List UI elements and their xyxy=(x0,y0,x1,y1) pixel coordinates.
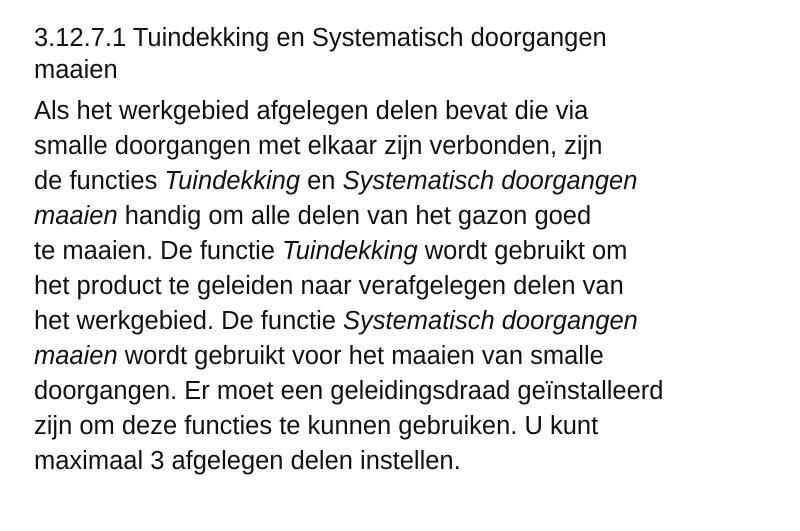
text-run: maximaal 3 afgelegen delen instellen. xyxy=(34,447,461,475)
text-run: wordt gebruikt voor het maaien van smalle xyxy=(117,342,604,370)
section-heading xyxy=(34,22,784,86)
paragraph-line xyxy=(34,374,784,409)
text-run: en xyxy=(300,167,343,195)
emphasis-term: maaien xyxy=(34,202,118,230)
emphasis-term: Tuindekking xyxy=(282,237,418,265)
text-run: Als het werkgebied afgelegen delen bevat die via xyxy=(34,97,589,125)
paragraph-line xyxy=(34,164,784,199)
emphasis-term: Tuindekking xyxy=(164,167,301,195)
emphasis-term: Systematisch doorgangen xyxy=(343,307,638,335)
paragraph-line xyxy=(34,129,784,164)
text-run: het werkgebied. De functie xyxy=(34,307,344,335)
paragraph-line xyxy=(34,444,784,479)
text-run: te maaien. De functie xyxy=(34,237,283,265)
text-run: wordt gebruikt om xyxy=(417,237,628,265)
heading-line: maaien xyxy=(34,56,118,84)
emphasis-term: Systematisch doorgangen xyxy=(342,167,638,195)
heading-line: 3.12.7.1 Tuindekking en Systematisch doorgangen xyxy=(34,24,607,52)
paragraph-line xyxy=(34,94,784,129)
text-run: smalle doorgangen met elkaar zijn verbonden, zijn xyxy=(34,132,603,160)
paragraph-line xyxy=(34,339,784,374)
text-run: doorgangen. Er moet een geleidingsdraad geïnstalleerd xyxy=(34,377,664,405)
emphasis-term: maaien xyxy=(34,342,118,370)
text-run: handig om alle delen van het gazon goed xyxy=(117,202,592,230)
paragraph-line xyxy=(34,234,784,269)
paragraph-line xyxy=(34,269,784,304)
section-paragraph xyxy=(34,94,784,479)
document-page xyxy=(34,22,784,479)
text-run: de functies xyxy=(34,167,165,195)
text-run: zijn om deze functies te kunnen gebruiken. U kunt xyxy=(34,412,599,440)
paragraph-line xyxy=(34,199,784,234)
text-run: het product te geleiden naar verafgelegen delen van xyxy=(34,272,624,300)
paragraph-line xyxy=(34,304,784,339)
paragraph-line xyxy=(34,409,784,444)
